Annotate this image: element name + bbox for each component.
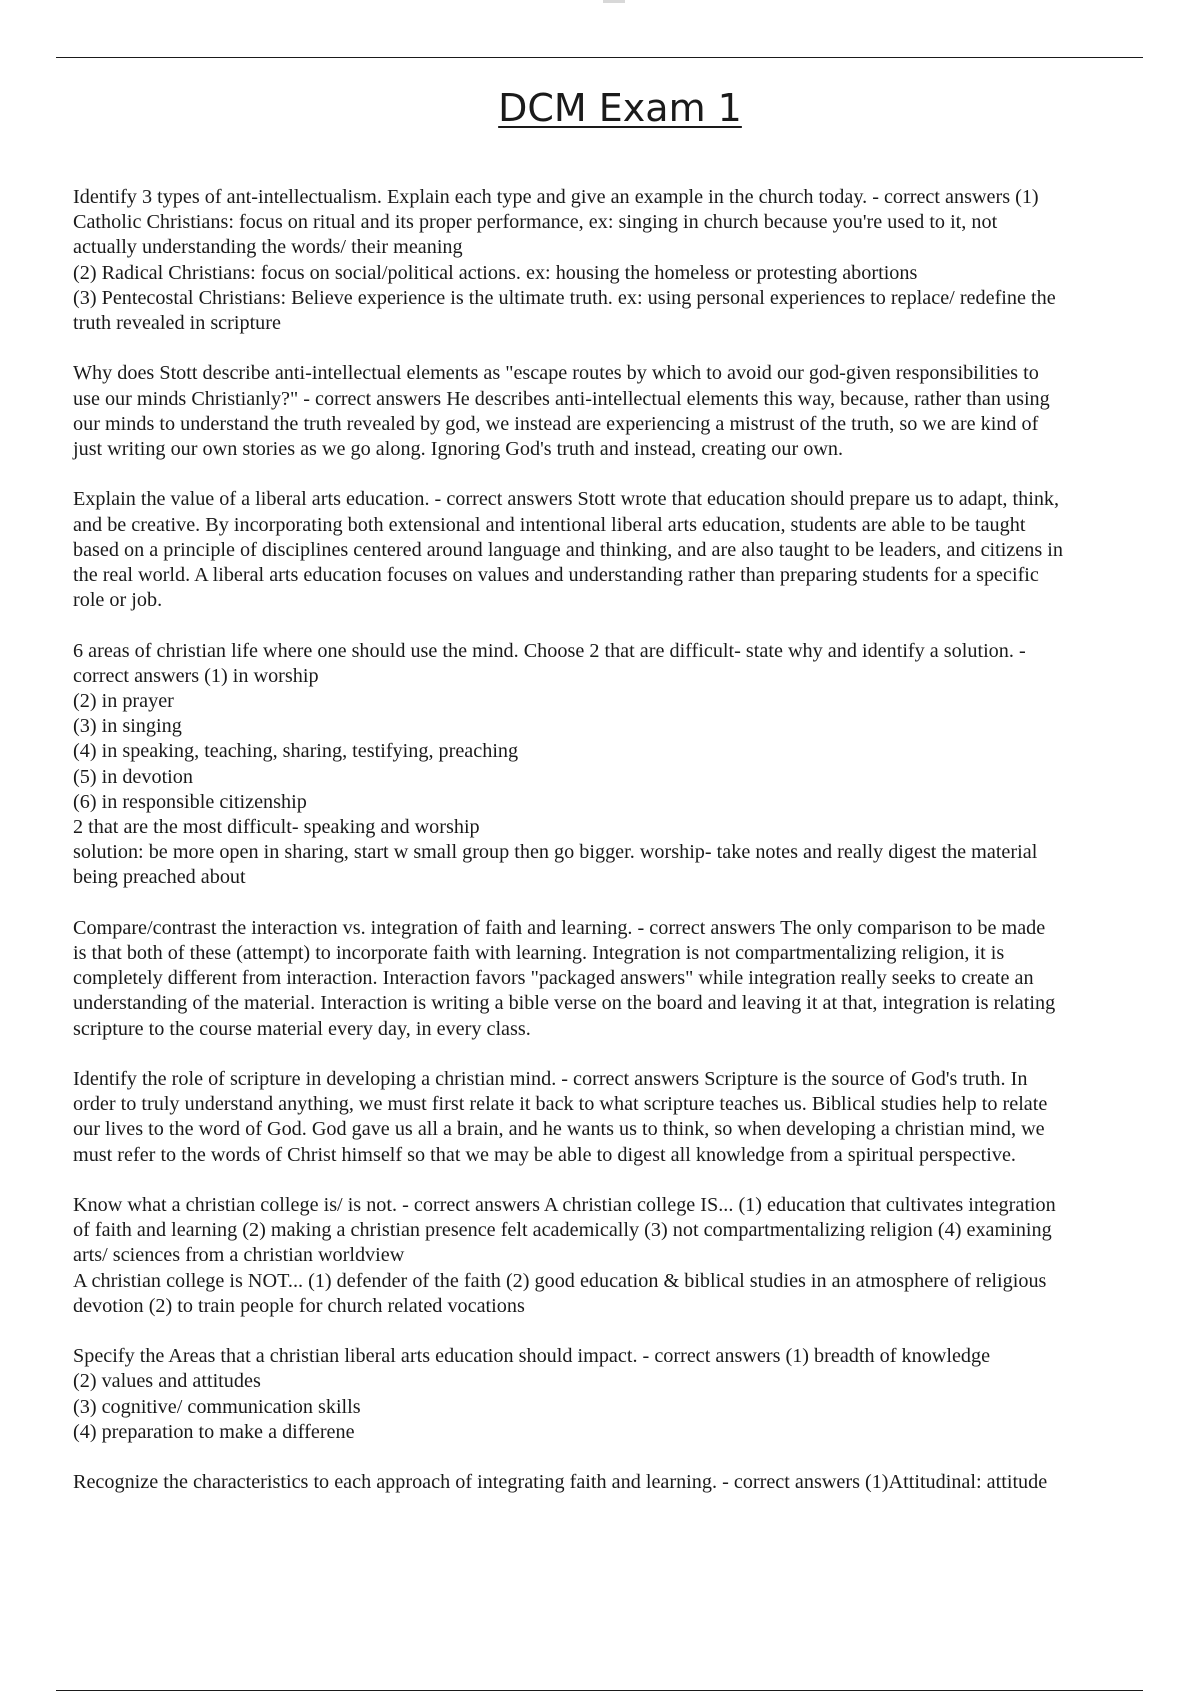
text-line: correct answers (1) in worship [73,664,319,687]
text-line: truth revealed in scripture [73,312,281,335]
qa-block [73,1067,1158,1168]
text-line: use our minds Christianly?" - correct answers He describes anti-intellectual elements this way, because, rather than using [73,387,1050,410]
qa-block [73,916,1158,1042]
text-line: Why does Stott describe anti-intellectual elements as "escape routes by which to avoid our god-given responsibilities to [73,362,1039,385]
top-rule [56,57,1143,58]
text-line: of faith and learning (2) making a christian presence felt academically (3) not compartmentalizing religion (4) examining [73,1219,1052,1242]
text-line: devotion (2) to train people for church related vocations [73,1294,525,1317]
text-line: Know what a christian college is/ is not. - correct answers A christian college IS... (1) education that cultivates integration [73,1194,1056,1217]
text-line: (2) in prayer [73,690,174,713]
text-line: (4) preparation to make a differene [73,1420,355,1443]
qa-block [73,185,1158,336]
text-line: (2) values and attitudes [73,1370,261,1393]
text-line: understanding of the material. Interaction is writing a bible verse on the board and leaving it at that, integration is relating [73,992,1056,1015]
text-line: Explain the value of a liberal arts education. - correct answers Stott wrote that education should prepare us to adapt, think, [73,488,1060,511]
text-line: order to truly understand anything, we must first relate it back to what scripture teaches us. Biblical studies help to relate [73,1093,1048,1116]
text-line: (4) in speaking, teaching, sharing, testifying, preaching [73,740,519,763]
text-line: (3) cognitive/ communication skills [73,1395,361,1418]
text-line: Identify 3 types of ant-intellectualism. Explain each type and give an example in the church today. - correct answers (1) [73,186,1039,208]
text-line: (5) in devotion [73,765,193,788]
text-line: 6 areas of christian life where one should use the mind. Choose 2 that are difficult- state why and identify a solution. - [73,639,1026,662]
qa-block [73,487,1158,613]
document-body [73,185,1158,1521]
qa-block [73,1344,1158,1445]
text-line: our lives to the word of God. God gave us all a brain, and he wants us to think, so when developing a christian mind, we [73,1118,1045,1141]
text-line: Identify the role of scripture in developing a christian mind. - correct answers Scripture is the source of God's truth. In [73,1068,1028,1091]
text-line: Catholic Christians: focus on ritual and its proper performance, ex: singing in church because you're used to it, not [73,211,998,234]
text-line: role or job. [73,589,163,612]
text-line: actually understanding the words/ their meaning [73,236,463,259]
qa-block [73,1193,1158,1319]
qa-block [73,361,1158,462]
text-line: (6) in responsible citizenship [73,790,307,813]
text-line: solution: be more open in sharing, start w small group then go bigger. worship- take notes and really digest the material [73,841,1038,864]
text-line: Compare/contrast the interaction vs. integration of faith and learning. - correct answers The only comparison to be made [73,916,1046,939]
text-line: based on a principle of disciplines centered around language and thinking, and are also taught to be leaders, and citizens in [73,538,1063,561]
text-line: scripture to the course material every day, in every class. [73,1017,531,1040]
text-line: the real world. A liberal arts education focuses on values and understanding rather than preparing students for a specific [73,564,1039,587]
text-line: A christian college is NOT... (1) defender of the faith (2) good education & biblical studies in an atmosphere of religious [73,1269,1047,1292]
text-line: just writing our own stories as we go along. Ignoring God's truth and instead, creating our own. [73,438,844,461]
text-line: 2 that are the most difficult- speaking and worship [73,816,480,839]
text-line: Specify the Areas that a christian liberal arts education should impact. - correct answers (1) breadth of knowledge [73,1345,991,1368]
text-line: must refer to the words of Christ himself so that we may be able to digest all knowledge from a spiritual perspective. [73,1143,1016,1166]
text-line: and be creative. By incorporating both extensional and intentional liberal arts education, students are able to be taught [73,513,1026,536]
bottom-rule [56,1690,1143,1691]
text-line: (3) Pentecostal Christians: Believe experience is the ultimate truth. ex: using personal experiences to replace/ redefine the [73,286,1056,309]
text-line: (2) Radical Christians: focus on social/political actions. ex: housing the homeless or protesting abortions [73,261,918,284]
text-line: is that both of these (attempt) to incorporate faith with learning. Integration is not compartmentalizing religion, it is [73,942,1005,965]
qa-block [73,639,1158,891]
text-line: our minds to understand the truth revealed by god, we instead are experiencing a mistrust of the truth, so we are kind of [73,412,1039,435]
text-line: (3) in singing [73,715,182,738]
document-title: DCM Exam 1 [498,86,742,130]
text-line: being preached about [73,866,246,889]
text-line: completely different from interaction. Interaction favors "packaged answers" while integration really seeks to create an [73,967,1034,990]
text-line: Recognize the characteristics to each approach of integrating faith and learning. - correct answers (1)Attitudinal: attitude [73,1471,1048,1494]
text-line: arts/ sciences from a christian worldview [73,1244,405,1267]
page-header-mark [603,0,625,3]
qa-block [73,1470,1158,1495]
